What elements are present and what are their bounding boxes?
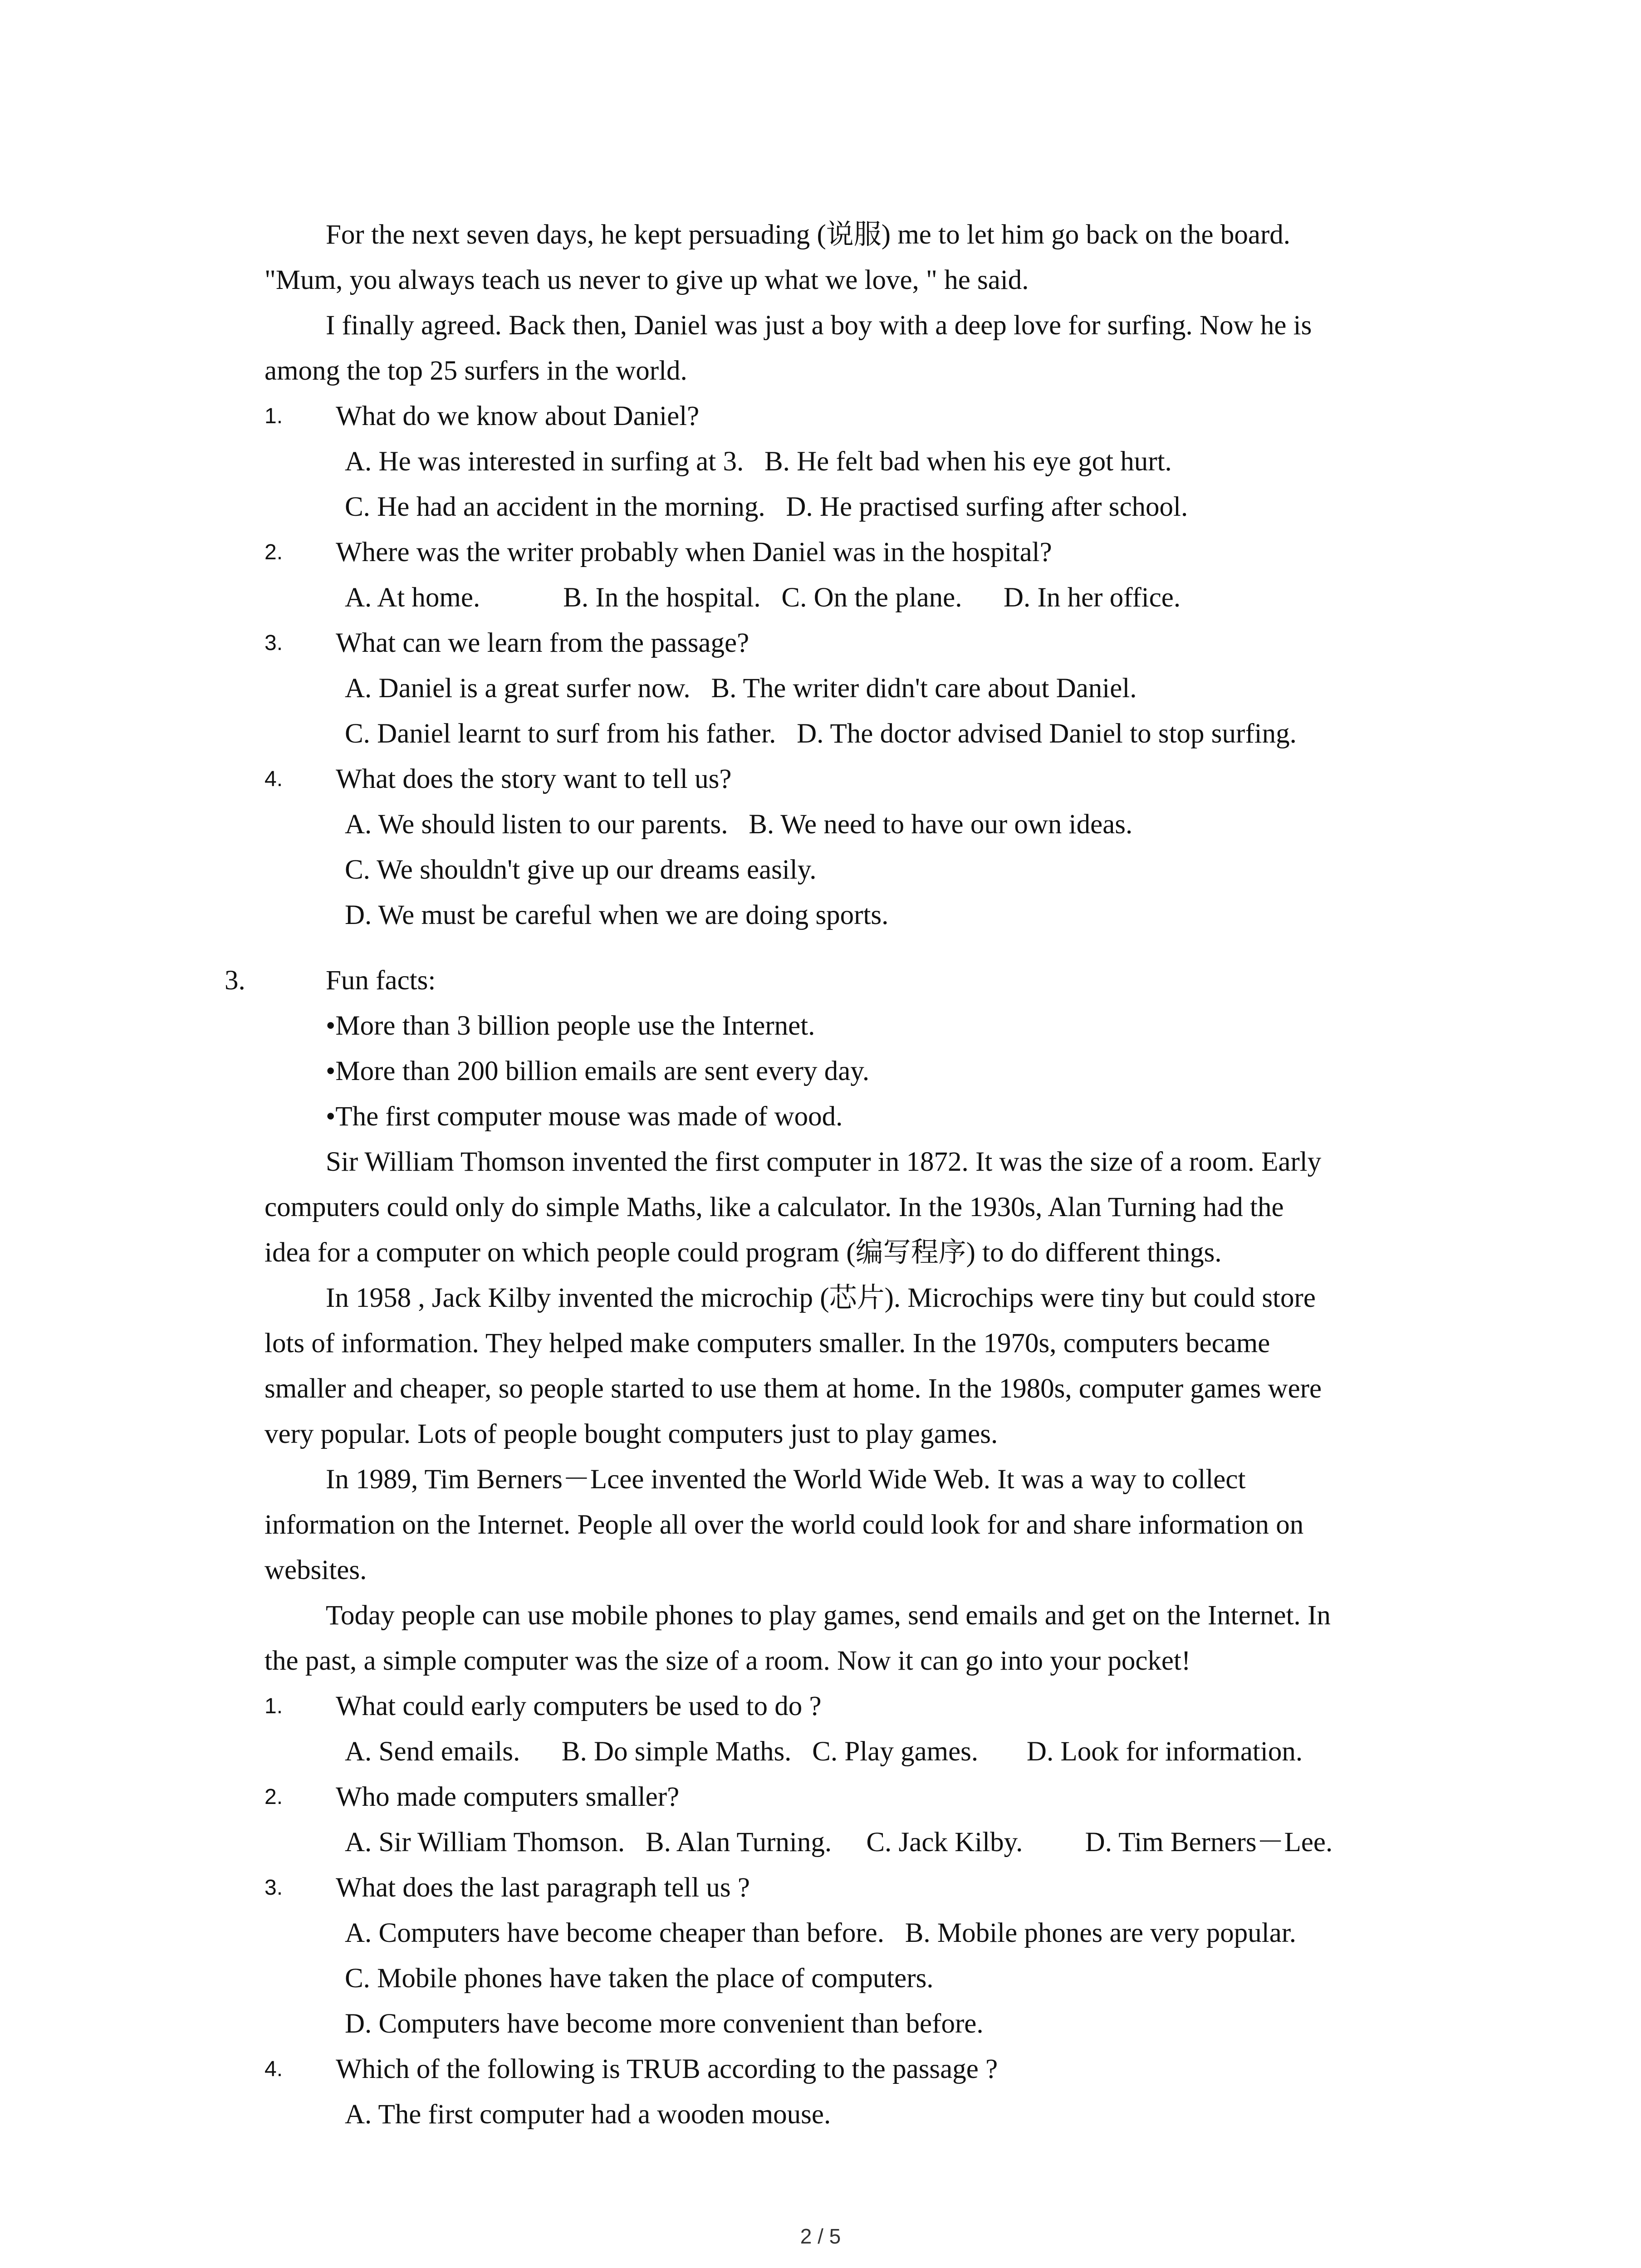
paragraph-line: computers could only do simple Maths, like a calculator. In the 1930s, Alan Turning had the (265, 1192, 1284, 1222)
fact-item: •The first computer mouse was made of wood. (326, 1101, 843, 1132)
paragraph-line: among the top 25 surfers in the world. (265, 356, 687, 386)
paragraph-line: the past, a simple computer was the size of a room. Now it can go into your pocket! (265, 1646, 1191, 1676)
fact-item: •More than 3 billion people use the Internet. (326, 1011, 815, 1041)
answer-options: A. Send emails. B. Do simple Maths. C. Play games. D. Look for information. (345, 1736, 1303, 1767)
answer-options: A. At home. B. In the hospital. C. On the plane. D. In her office. (345, 582, 1181, 613)
answer-options: A. Daniel is a great surfer now. B. The writer didn't care about Daniel. (345, 673, 1137, 704)
section-number: 3. (225, 965, 245, 996)
paragraph-line: In 1989, Tim Berners－Lcee invented the World Wide Web. It was a way to collect (326, 1464, 1246, 1495)
paragraph-line: Today people can use mobile phones to play games, send emails and get on the Internet. In (326, 1600, 1331, 1631)
answer-options: C. We shouldn't give up our dreams easily. (345, 855, 817, 885)
paragraph-line: very popular. Lots of people bought computers just to play games. (265, 1419, 998, 1449)
answer-options: A. Sir William Thomson. B. Alan Turning. C. Jack Kilby. D. Tim Berners－Lee. (345, 1827, 1333, 1857)
answer-options: A. We should listen to our parents. B. We need to have our own ideas. (345, 809, 1133, 840)
paragraph-line: "Mum, you always teach us never to give up what we love, " he said. (265, 265, 1029, 295)
question-number: 1. (265, 404, 283, 428)
paragraph-line: idea for a computer on which people could program (编写程序) to do different things. (265, 1237, 1222, 1268)
paragraph-line: For the next seven days, he kept persuading (说服) me to let him go back on the board. (326, 220, 1291, 250)
question-number: 2. (265, 540, 283, 564)
paragraph-line: information on the Internet. People all over the world could look for and share information on (265, 1510, 1304, 1540)
question-stem: Who made computers smaller? (336, 1782, 680, 1812)
paragraph-line: Sir William Thomson invented the first computer in 1872. It was the size of a room. Early (326, 1147, 1322, 1177)
answer-options: A. He was interested in surfing at 3. B. He felt bad when his eye got hurt. (345, 446, 1172, 477)
question-number: 4. (265, 2057, 283, 2081)
question-number: 3. (265, 1876, 283, 1900)
fact-item: •More than 200 billion emails are sent every day. (326, 1056, 870, 1086)
question-stem: What do we know about Daniel? (336, 401, 700, 431)
question-stem: What does the story want to tell us? (336, 764, 732, 794)
question-stem: Which of the following is TRUB according to the passage ? (336, 2054, 998, 2084)
answer-options: A. Computers have become cheaper than before. B. Mobile phones are very popular. (345, 1918, 1297, 1948)
answer-options: C. Mobile phones have taken the place of computers. (345, 1963, 934, 1994)
question-number: 3. (265, 631, 283, 655)
answer-options: D. Computers have become more convenient than before. (345, 2009, 984, 2039)
paragraph-line: websites. (265, 1555, 367, 1585)
paragraph-line: I finally agreed. Back then, Daniel was just a boy with a deep love for surfing. Now he is (326, 310, 1312, 341)
answer-options: C. He had an accident in the morning. D. He practised surfing after school. (345, 492, 1188, 522)
question-stem: Where was the writer probably when Daniel was in the hospital? (336, 537, 1052, 567)
question-stem: What could early computers be used to do ? (336, 1691, 822, 1721)
paragraph-line: smaller and cheaper, so people started to use them at home. In the 1980s, computer games were (265, 1374, 1322, 1404)
answer-options: A. The first computer had a wooden mouse. (345, 2099, 831, 2130)
question-number: 1. (265, 1694, 283, 1718)
page-number: 2 / 5 (800, 2224, 841, 2248)
section-heading: Fun facts: (326, 965, 436, 996)
paragraph-line: In 1958 , Jack Kilby invented the microchip (芯片). Microchips were tiny but could store (326, 1283, 1316, 1313)
question-number: 2. (265, 1785, 283, 1809)
question-stem: What can we learn from the passage? (336, 628, 749, 658)
answer-options: D. We must be careful when we are doing sports. (345, 900, 889, 930)
question-number: 4. (265, 767, 283, 791)
answer-options: C. Daniel learnt to surf from his father. D. The doctor advised Daniel to stop surfing. (345, 719, 1297, 749)
paragraph-line: lots of information. They helped make computers smaller. In the 1970s, computers became (265, 1328, 1270, 1359)
question-stem: What does the last paragraph tell us ? (336, 1872, 750, 1903)
